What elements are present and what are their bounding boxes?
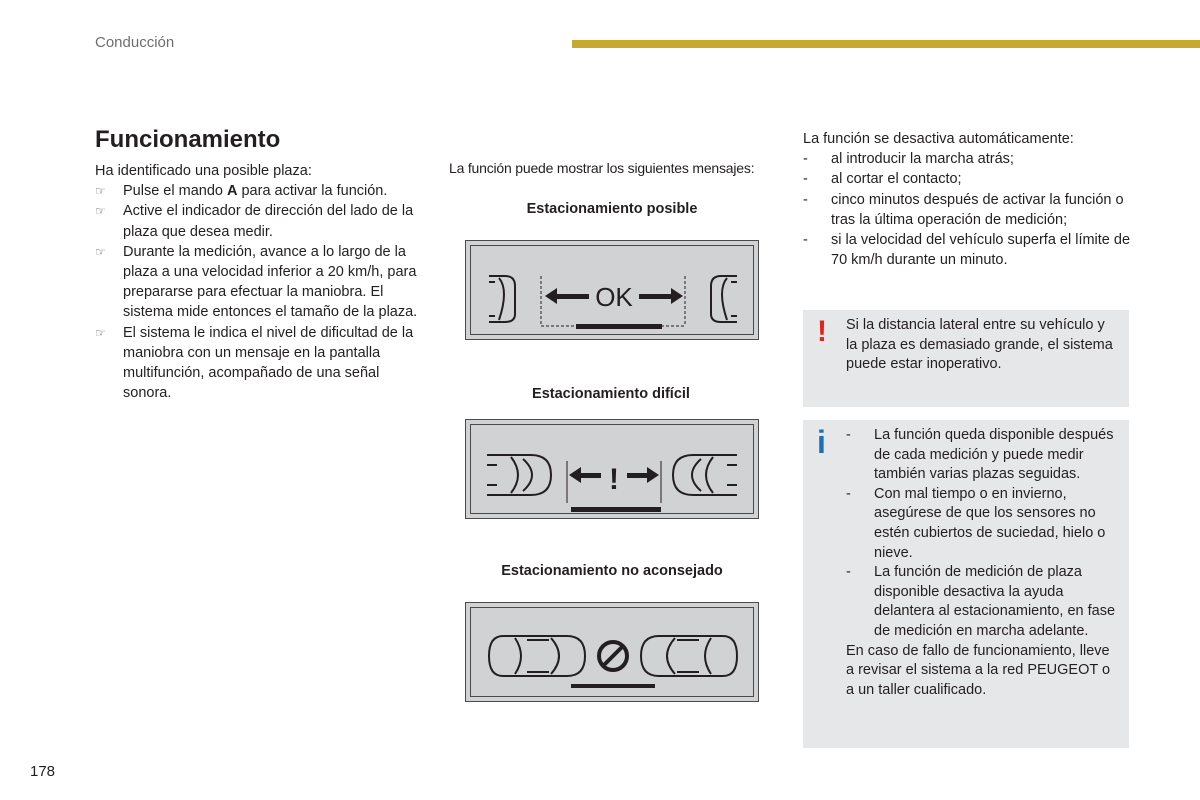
bullet-text: El sistema le indica el nivel de dificultad de la maniobra con un mensaje en la pantalla multifunción, acompañado de una señal sonora. — [123, 324, 414, 402]
list-item-text: Con mal tiempo o en invierno, asegúrese de que los sensores no estén cubiertos de suciedad, hielo o nieve. — [874, 485, 1106, 561]
car-left-icon — [489, 276, 515, 322]
right-column — [803, 129, 1133, 270]
list-item — [95, 201, 425, 241]
ok-symbol: OK — [595, 282, 633, 312]
bullet-text: Active el indicador de dirección del lado de la plaza que desea medir. — [123, 203, 414, 240]
pointing-hand-icon: ☞ — [95, 184, 106, 199]
warning-text: Si la distancia lateral entre su vehículo y la plaza es demasiado grande, el sistema puede estar inoperativo. — [846, 317, 1113, 373]
deactivation-intro: La función se desactiva automáticamente: — [803, 131, 1074, 147]
pointing-hand-icon: ☞ — [95, 325, 106, 340]
length-bar — [571, 507, 661, 512]
list-item: - al cortar el contacto; — [803, 171, 962, 188]
pointing-hand-icon: ☞ — [95, 204, 106, 219]
section-label: Conducción — [95, 34, 175, 51]
figure-title-difficult: Estacionamiento difícil — [532, 386, 690, 402]
header-accent-bar — [572, 40, 1200, 48]
car-left-icon — [487, 455, 551, 495]
page-number: 178 — [30, 763, 56, 780]
car-right-icon — [673, 455, 737, 495]
pointing-hand-icon: ☞ — [95, 244, 106, 259]
messages-intro: La función puede mostrar los siguientes mensajes: — [449, 160, 755, 176]
list-item-text: si la velocidad del vehículo superfa el límite de 70 km/h durante un minuto. — [831, 232, 1131, 269]
bullet-text: Durante la medición, avance a lo largo de la plaza a una velocidad inferior a 20 km/h, para prepararse para efectuar la maniobra. El sistema mide entonces el tamaño de la plaza. — [123, 243, 418, 321]
list-item-text: La función queda disponible después de cada medición y puede medir también varias plazas seguidas. — [874, 427, 1114, 483]
length-bar — [576, 324, 662, 329]
left-column — [95, 161, 425, 403]
figure-title-not-advised: Estacionamiento no aconsejado — [501, 563, 723, 579]
bullet-text: Pulse el mando — [123, 183, 227, 200]
list-item-text: al cortar el contacto; — [831, 171, 962, 188]
info-footer: En caso de fallo de funcionamiento, lleve a revisar el sistema a la red PEUGEOT o a un taller cualificado. — [846, 642, 1111, 698]
info-note — [803, 420, 1129, 748]
warning-symbol: ! — [609, 463, 619, 496]
info-list — [846, 426, 1121, 642]
list-item: - La función queda disponible después de cada medición y puede medir también varias plazas seguidas. — [846, 427, 1114, 483]
list-item: - cinco minutos después de activar la función o tras la última operación de medición; — [803, 191, 1124, 228]
instruction-list — [95, 181, 425, 403]
left-intro: Ha identificado una posible plaza: — [95, 163, 312, 179]
list-item: - al introducir la marcha atrás; — [803, 151, 1014, 168]
info-icon: i — [817, 424, 826, 460]
info-text — [846, 426, 1121, 700]
display-frame — [470, 607, 754, 697]
deactivation-list — [803, 149, 1133, 270]
page-title: Funcionamiento — [95, 126, 281, 153]
list-item — [95, 242, 425, 323]
list-item — [95, 323, 425, 404]
figure-title-possible: Estacionamiento posible — [526, 201, 698, 217]
display-difficult — [465, 419, 759, 519]
list-item: - La función de medición de plaza disponible desactiva la ayuda delantera al estacionamiento, en fase de medición en marcha adelante. — [846, 564, 1116, 639]
list-item-text: La función de medición de plaza disponible desactiva la ayuda delantera al estacionamiento, en fase de medición en marcha adelante. — [874, 564, 1116, 639]
exclamation-icon: ! — [817, 315, 827, 348]
list-item: - Con mal tiempo o en invierno, asegúrese de que los sensores no estén cubiertos de suciedad, hielo o nieve. — [846, 485, 1106, 561]
display-frame — [470, 245, 754, 335]
list-item — [95, 181, 425, 201]
car-right-icon — [711, 276, 737, 322]
control-label: A — [226, 183, 238, 200]
display-not-advised — [465, 602, 759, 702]
display-frame — [470, 424, 754, 514]
car-right-icon — [641, 636, 737, 676]
display-possible — [465, 240, 759, 340]
list-item: - si la velocidad del vehículo superfa el límite de 70 km/h durante un minuto. — [803, 232, 1131, 269]
warning-note — [803, 310, 1129, 407]
no-entry-icon — [599, 642, 627, 670]
bullet-text: para activar la función. — [237, 183, 388, 200]
list-item-text: al introducir la marcha atrás; — [831, 151, 1014, 168]
car-left-icon — [489, 636, 585, 676]
list-item-text: cinco minutos después de activar la función o tras la última operación de medición; — [831, 191, 1124, 228]
length-bar — [571, 684, 655, 688]
